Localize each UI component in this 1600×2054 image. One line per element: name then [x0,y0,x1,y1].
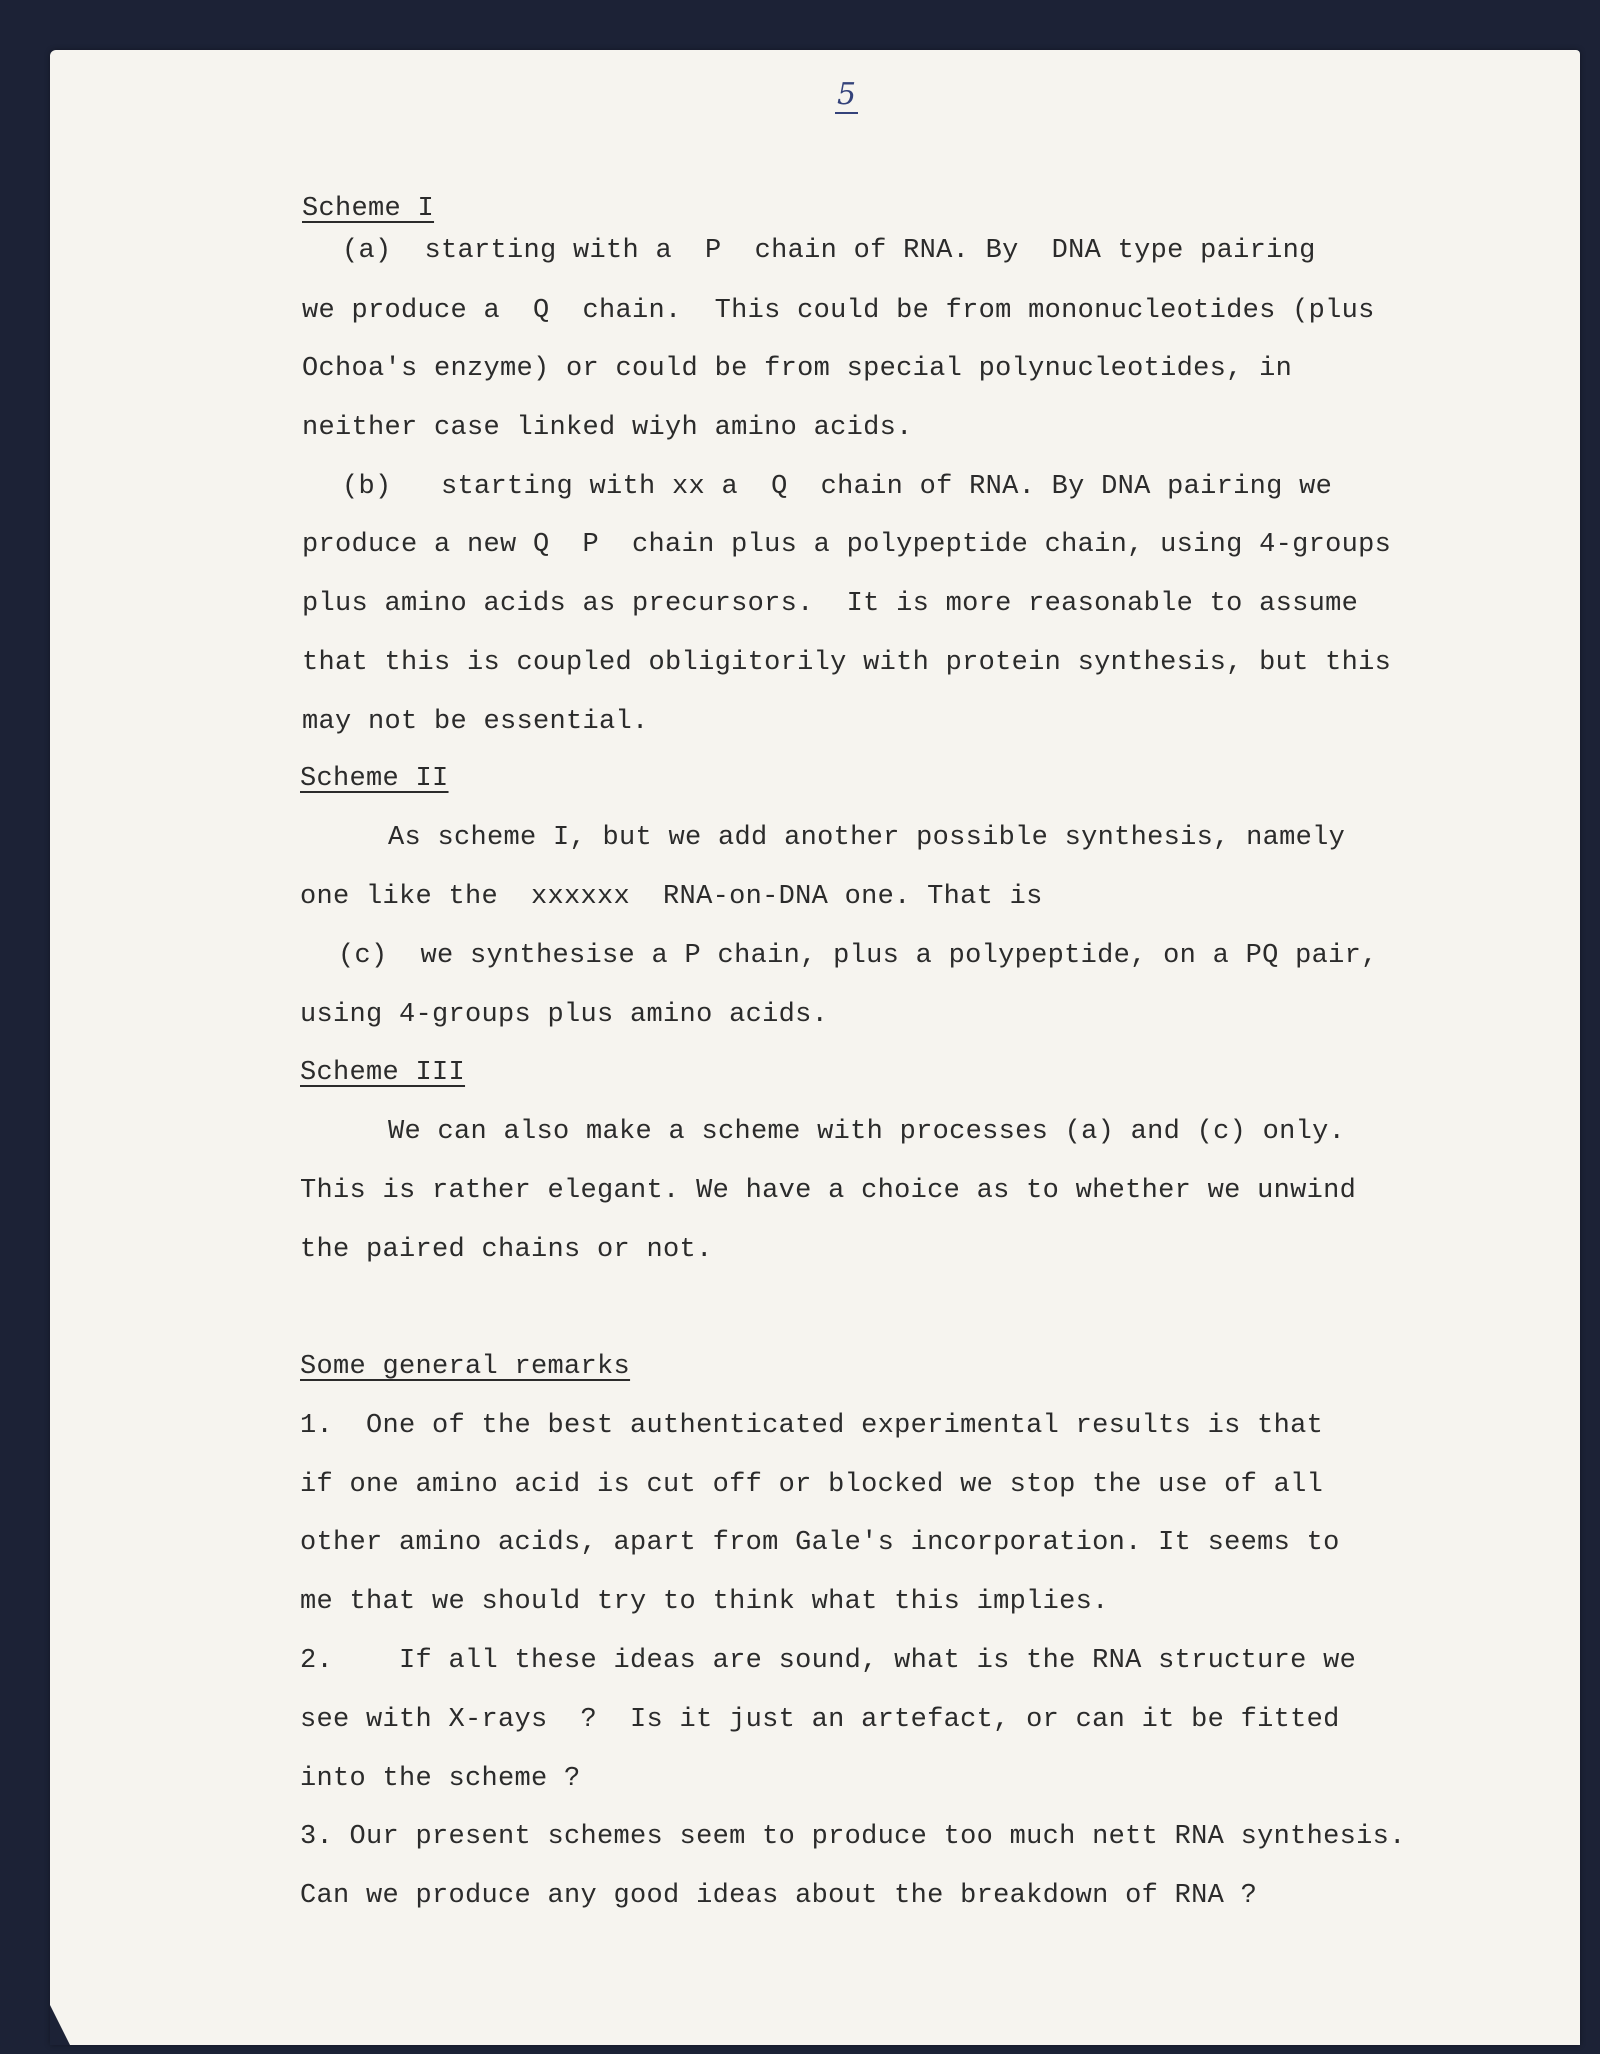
scheme-iii-heading: Scheme III [300,1058,466,1088]
scheme-iii-line-3: the paired chains or not. [300,1235,713,1265]
scheme-i-b-line-1: (b) starting with xx a Q chain of RNA. By DNA pairing we [342,472,1333,502]
torn-corner [50,2005,70,2045]
general-remarks-heading: Some general remarks [300,1352,631,1382]
scheme-i-b-line-2: produce a new Q P chain plus a polypeptide chain, using 4-groups [302,530,1392,560]
remark-1-line-1: 1. One of the best authenticated experimental results is that [300,1411,1324,1441]
remark-3-line-1: 3. Our present schemes seem to produce too much nett RNA synthesis. [300,1822,1406,1852]
remark-3-line-2: Can we produce any good ideas about the breakdown of RNA ? [300,1881,1258,1911]
remark-1-line-2: if one amino acid is cut off or blocked we stop the use of all [300,1470,1324,1500]
scheme-iii-line-1: We can also make a scheme with processes (a) and (c) only. [388,1117,1346,1147]
remark-2-line-3: into the scheme ? [300,1764,581,1794]
scheme-i-b-line-3: plus amino acids as precursors. It is more reasonable to assume [302,589,1359,619]
page-number: 5 [837,77,857,112]
scheme-i-b-line-4: that this is coupled obligitorily with protein synthesis, but this [302,648,1392,678]
scheme-i-a-line-4: neither case linked wiyh amino acids. [302,413,913,443]
remark-1-line-3: other amino acids, apart from Gale's incorporation. It seems to [300,1528,1340,1558]
scheme-ii-line-2: one like the xxxxxx RNA-on-DNA one. That is [300,882,1043,912]
typed-page [50,50,1580,2045]
scheme-i-b-line-5: may not be essential. [302,707,649,737]
remark-2-line-2: see with X-rays ? Is it just an artefact, or can it be fitted [300,1705,1340,1735]
scheme-i-a-line-3: Ochoa's enzyme) or could be from special polynucleotides, in [302,354,1293,384]
scheme-ii-c-line-2: using 4-groups plus amino acids. [300,1000,829,1030]
scheme-ii-heading: Scheme II [300,764,449,794]
scheme-i-a-line-2: we produce a Q chain. This could be from mononucleotides (plus [302,296,1375,326]
scheme-iii-line-2: This is rather elegant. We have a choice as to whether we unwind [300,1176,1357,1206]
scheme-ii-line-1: As scheme I, but we add another possible synthesis, namely [388,823,1346,853]
scheme-i-heading: Scheme I [302,194,435,224]
scheme-ii-c-line-1: (c) we synthesise a P chain, plus a polypeptide, on a PQ pair, [338,941,1378,971]
remark-2-line-1: 2. If all these ideas are sound, what is the RNA structure we [300,1646,1357,1676]
scheme-i-a-line-1: (a) starting with a P chain of RNA. By DNA type pairing [342,236,1316,266]
remark-1-line-4: me that we should try to think what this implies. [300,1587,1109,1617]
